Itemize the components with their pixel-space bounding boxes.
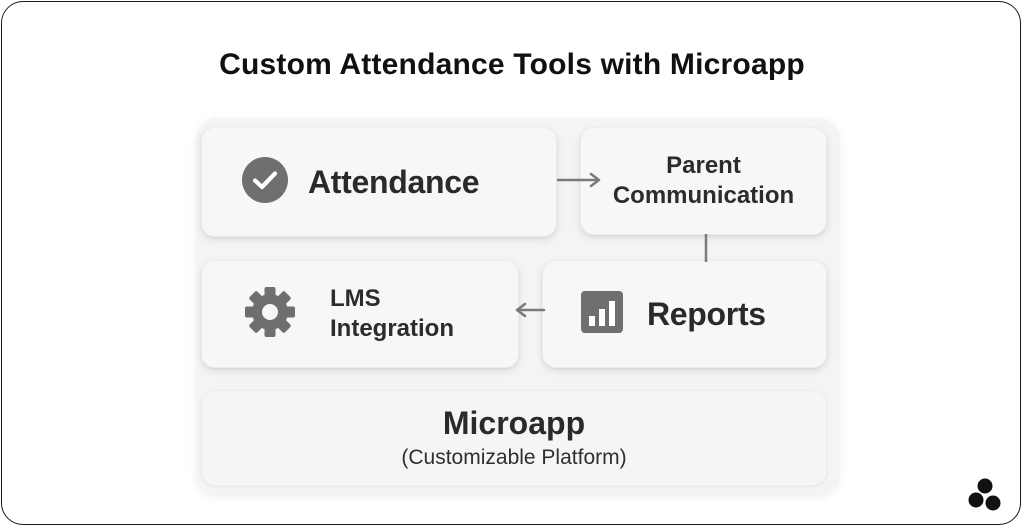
page-title: Custom Attendance Tools with Microapp xyxy=(219,48,805,81)
reports-label: Reports xyxy=(647,295,766,332)
brand-logo-icon xyxy=(966,476,1004,519)
microapp-card xyxy=(201,390,827,486)
check-circle-icon xyxy=(242,157,288,208)
microapp-title: Microapp xyxy=(442,405,586,441)
microapp-subtitle: (Customizable Platform) xyxy=(401,446,627,469)
arrow-attendance-to-parent xyxy=(556,170,604,190)
arrow-reports-to-lms xyxy=(512,300,546,320)
reports-card xyxy=(542,260,827,368)
parent-communication-line1: Parent xyxy=(666,152,741,179)
lms-integration-card xyxy=(201,260,519,368)
lms-integration-line2: Integration xyxy=(330,315,454,342)
gear-icon xyxy=(244,286,296,343)
line-parent-to-reports xyxy=(700,234,712,262)
attendance-card xyxy=(201,127,557,237)
lms-integration-line1: LMS xyxy=(330,285,381,312)
attendance-label: Attendance xyxy=(308,163,480,200)
parent-communication-line2: Communication xyxy=(612,182,795,209)
bar-chart-icon xyxy=(581,291,623,338)
parent-communication-card xyxy=(580,127,827,235)
